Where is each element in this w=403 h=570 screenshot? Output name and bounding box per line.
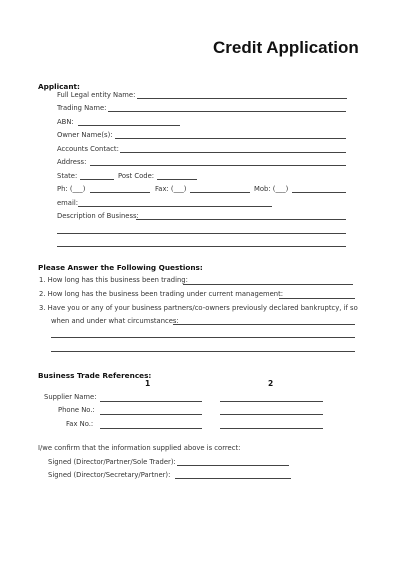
question-3-continued: when and under what circumstances:: [51, 317, 179, 325]
email-label: email:: [57, 199, 79, 207]
confirmation-text: I/we confirm that the information supplied above is correct:: [38, 444, 241, 452]
signed-2-field[interactable]: [175, 478, 291, 479]
trading-name-label: Trading Name:: [57, 104, 107, 112]
reference-column-1: 1: [145, 379, 151, 388]
address-field[interactable]: [90, 165, 346, 166]
signed-1-label: Signed (Director/Partner/Sole Trader):: [48, 458, 176, 466]
phone-no-field-2[interactable]: [220, 414, 323, 415]
page-title: Credit Application: [213, 38, 359, 57]
description-label: Description of Business:: [57, 212, 139, 220]
signed-1-field[interactable]: [177, 465, 289, 466]
full-legal-name-label: Full Legal entity Name:: [57, 91, 136, 99]
abn-label: ABN:: [57, 118, 74, 126]
owner-names-label: Owner Name(s):: [57, 131, 113, 139]
question-2-field[interactable]: [279, 298, 355, 299]
description-field[interactable]: [136, 219, 346, 220]
trading-name-field[interactable]: [108, 111, 346, 112]
supplier-name-field-2[interactable]: [220, 401, 323, 402]
email-field[interactable]: [78, 206, 272, 207]
fax-no-field-2[interactable]: [220, 428, 323, 429]
description-line-2[interactable]: [57, 233, 346, 234]
question-1: 1. How long has this business been trading:: [39, 276, 188, 284]
questions-heading: Please Answer the Following Questions:: [38, 263, 203, 272]
phone-no-label: Phone No.:: [58, 406, 95, 414]
state-field[interactable]: [80, 179, 114, 180]
fax-no-field-1[interactable]: [100, 428, 202, 429]
question-3-line-3[interactable]: [51, 351, 355, 352]
supplier-name-field-1[interactable]: [100, 401, 202, 402]
applicant-heading: Applicant:: [38, 82, 80, 91]
full-legal-name-field[interactable]: [137, 98, 347, 99]
post-code-field[interactable]: [157, 179, 197, 180]
reference-column-2: 2: [268, 379, 274, 388]
mob-label: Mob: (___): [254, 185, 289, 193]
phone-no-field-1[interactable]: [100, 414, 202, 415]
references-heading: Business Trade References:: [38, 371, 152, 380]
accounts-contact-label: Accounts Contact:: [57, 145, 119, 153]
fax-field[interactable]: [190, 192, 250, 193]
ph-field[interactable]: [90, 192, 150, 193]
ph-label: Ph: (___): [57, 185, 86, 193]
fax-label: Fax: (___): [155, 185, 187, 193]
abn-field[interactable]: [78, 125, 180, 126]
fax-no-label: Fax No.:: [66, 420, 94, 428]
description-line-3[interactable]: [57, 246, 346, 247]
question-2: 2. How long has the business been trading under current management:: [39, 290, 284, 298]
mob-field[interactable]: [292, 192, 346, 193]
question-3-line-2[interactable]: [51, 337, 355, 338]
owner-names-field[interactable]: [115, 138, 346, 139]
signed-2-label: Signed (Director/Secretary/Partner):: [48, 471, 171, 479]
question-1-field[interactable]: [183, 284, 353, 285]
accounts-contact-field[interactable]: [120, 152, 346, 153]
post-code-label: Post Code:: [118, 172, 155, 180]
supplier-name-label: Supplier Name:: [44, 393, 97, 401]
address-label: Address:: [57, 158, 87, 166]
question-3: 3. Have you or any of your business partners/co-owners previously declared bankruptcy, if so: [39, 304, 358, 312]
state-label: State:: [57, 172, 78, 180]
question-3-field[interactable]: [173, 324, 355, 325]
